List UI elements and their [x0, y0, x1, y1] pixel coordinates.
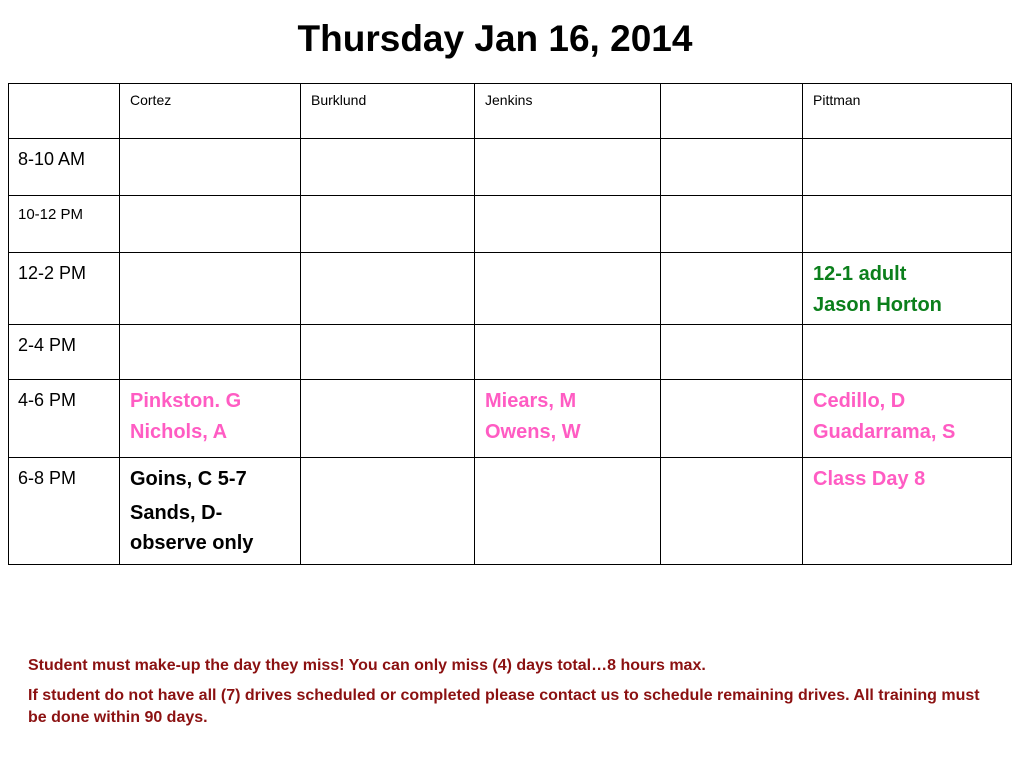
table-row	[9, 196, 1012, 253]
schedule-cell	[120, 325, 301, 380]
entry-text: Jason Horton	[813, 294, 942, 316]
entry-text: 12-1 adult	[813, 263, 907, 285]
schedule-cell	[301, 458, 475, 565]
schedule-cell	[301, 380, 475, 458]
schedule-cell	[661, 253, 803, 325]
table-row	[9, 253, 1012, 325]
entry-text: Sands, D-	[130, 502, 223, 524]
schedule-cell	[661, 458, 803, 565]
schedule-cell	[475, 325, 661, 380]
schedule-cell	[803, 139, 1012, 196]
page-title: Thursday Jan 16, 2014	[297, 18, 693, 59]
corner-cell	[9, 84, 120, 139]
time-slot-label: 6-8 PM	[9, 458, 120, 565]
schedule-cell	[661, 139, 803, 196]
schedule-table	[8, 83, 1012, 565]
schedule-cell-cortez	[120, 380, 301, 458]
schedule-cell	[475, 196, 661, 253]
schedule-cell	[120, 253, 301, 325]
schedule-cell-pittman	[803, 380, 1012, 458]
time-slot-label: 12-2 PM	[9, 253, 120, 325]
table-row	[9, 380, 1012, 458]
schedule-cell	[120, 139, 301, 196]
schedule-cell-jenkins	[475, 380, 661, 458]
schedule-cell-pittman	[803, 253, 1012, 325]
entry-text: observe only	[130, 532, 254, 554]
schedule-cell	[475, 253, 661, 325]
notes-section	[28, 655, 998, 737]
table-row	[9, 325, 1012, 380]
schedule-cell	[661, 325, 803, 380]
entry-text: Class Day 8	[813, 468, 926, 490]
table-row	[9, 458, 1012, 565]
schedule-cell	[475, 458, 661, 565]
schedule-cell	[661, 196, 803, 253]
note-drives: If student do not have all (7) drives scheduled or completed please contact us to schedule remaining drives. All training must be done within 90 days.	[28, 687, 980, 726]
time-slot-label: 4-6 PM	[9, 380, 120, 458]
schedule-cell	[803, 196, 1012, 253]
schedule-cell	[301, 325, 475, 380]
entry-text: Miears, M	[485, 390, 577, 412]
schedule-cell-pittman	[803, 458, 1012, 565]
schedule-cell	[301, 253, 475, 325]
entry-text: Cedillo, D	[813, 390, 906, 412]
entry-text: Guadarrama, S	[813, 421, 956, 443]
column-header-burklund: Burklund	[301, 84, 475, 139]
column-header-blank	[661, 84, 803, 139]
entry-text: Owens, W	[485, 421, 581, 443]
column-header-jenkins: Jenkins	[475, 84, 661, 139]
schedule-cell	[301, 196, 475, 253]
entry-text: Nichols, A	[130, 421, 228, 443]
time-slot-label: 2-4 PM	[9, 325, 120, 380]
schedule-cell	[301, 139, 475, 196]
entry-text: Goins, C 5-7	[130, 468, 247, 490]
time-slot-label: 8-10 AM	[9, 139, 120, 196]
column-header-cortez: Cortez	[120, 84, 301, 139]
schedule-cell	[803, 325, 1012, 380]
header-row	[9, 84, 1012, 139]
schedule-cell	[120, 196, 301, 253]
table-row	[9, 139, 1012, 196]
time-slot-label: 10-12 PM	[9, 196, 120, 253]
schedule-cell-cortez	[120, 458, 301, 565]
note-makeup: Student must make-up the day they miss! You can only miss (4) days total…8 hours max.	[28, 657, 706, 674]
entry-text: Pinkston. G	[130, 390, 242, 412]
schedule-cell	[475, 139, 661, 196]
schedule-cell	[661, 380, 803, 458]
column-header-pittman: Pittman	[803, 84, 1012, 139]
